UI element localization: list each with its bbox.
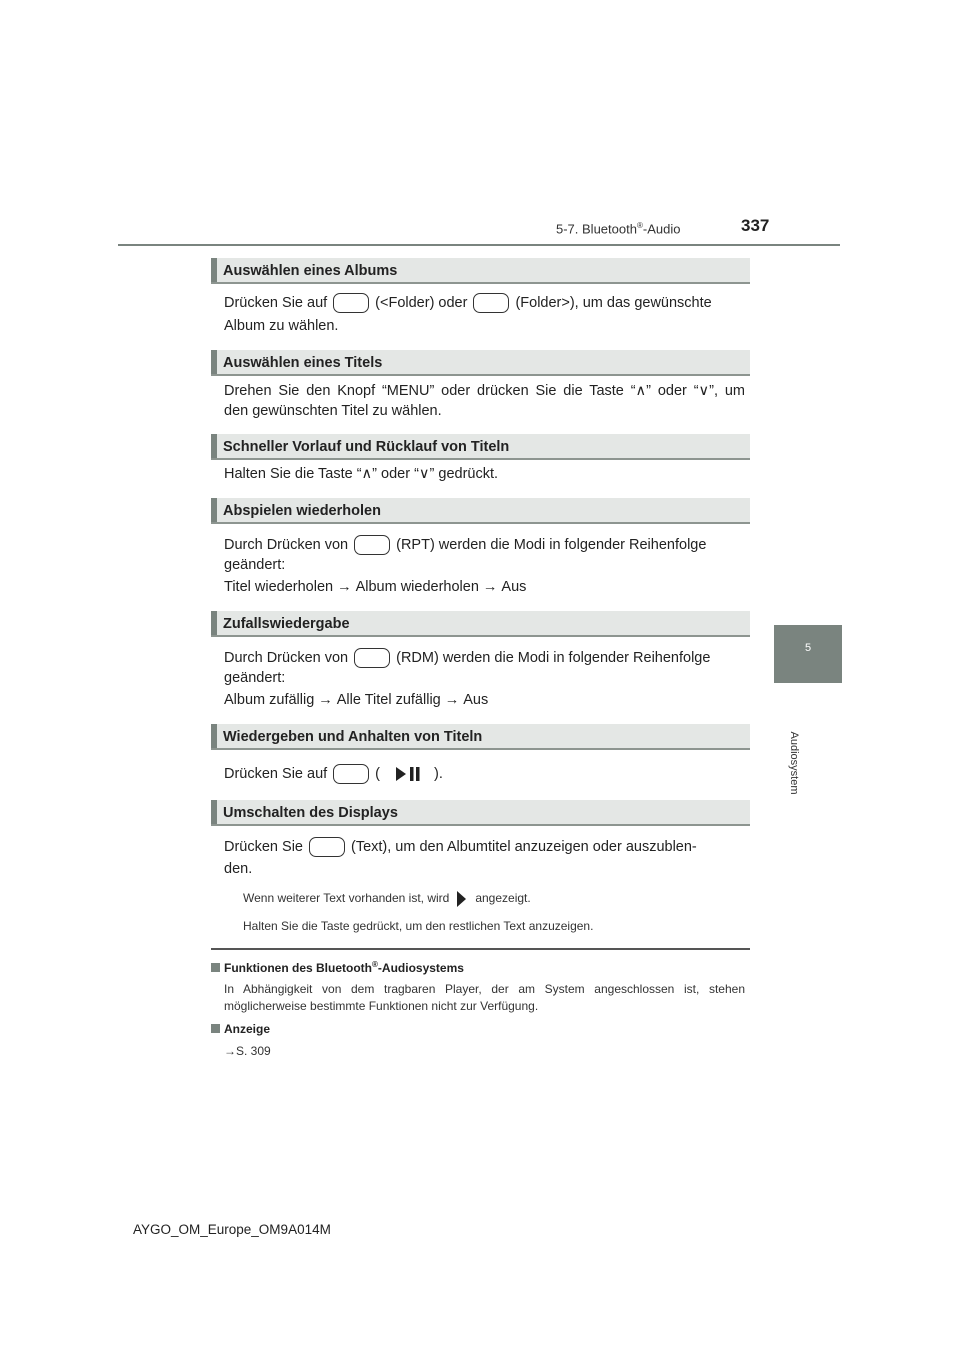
chapter-label: Audiosystem — [788, 731, 800, 795]
paragraph-line: Halten Sie die Taste “∧” oder “∨” gedrückt. — [224, 466, 499, 482]
paragraph-line: geändert: — [224, 557, 286, 573]
notes-divider — [211, 948, 750, 950]
section-heading: Auswählen eines Titels — [211, 350, 750, 376]
section-title: 5-7. Bluetooth®-Audio — [556, 221, 681, 237]
play-pause-icon — [394, 765, 424, 783]
chapter-number: 5 — [804, 642, 812, 654]
note-heading: Funktionen des Bluetooth®-Audiosystems — [211, 960, 464, 975]
button-symbol — [473, 293, 509, 313]
button-symbol — [354, 535, 390, 555]
more-text-arrow-icon — [455, 890, 467, 908]
paragraph-line: Drücken Sie auf ( ). — [224, 764, 443, 784]
section-heading: Zufallswiedergabe — [211, 611, 750, 637]
paragraph-line: Durch Drücken von (RDM) werden die Modi in folgender Reihenfolge — [224, 648, 710, 668]
paragraph-line: Album zu wählen. — [224, 318, 339, 334]
button-symbol — [309, 837, 345, 857]
document-code: AYGO_OM_Europe_OM9A014M — [133, 1222, 331, 1237]
bullet-square-icon — [211, 963, 220, 972]
section-heading: Abspielen wiederholen — [211, 498, 750, 524]
paragraph-line: Durch Drücken von (RPT) werden die Modi in folgender Reihenfolge — [224, 535, 706, 555]
button-symbol — [354, 648, 390, 668]
section-heading: Wiedergeben und Anhalten von Titeln — [211, 724, 750, 750]
note-heading: Anzeige — [211, 1022, 270, 1036]
section-heading: Auswählen eines Albums — [211, 258, 750, 284]
button-symbol — [333, 293, 369, 313]
note-text: In Abhängigkeit von dem tragbaren Player, der am System angeschlossen ist, stehen möglicherweise bestimmte Funktionen nicht zur Verfügung. — [224, 982, 745, 1013]
section-heading: Umschalten des Displays — [211, 800, 750, 826]
paragraph-line: geändert: — [224, 670, 286, 686]
header-divider — [118, 244, 840, 246]
paragraph-line: Drücken Sie (Text), um den Albumtitel anzuzeigen oder auszublen- — [224, 837, 697, 857]
button-symbol — [333, 764, 369, 784]
note-line: Halten Sie die Taste gedrückt, um den restlichen Text anzuzeigen. — [243, 919, 594, 933]
paragraph-line: den gewünschten Titel zu wählen. — [224, 403, 442, 419]
paragraph-line: Drehen Sie den Knopf “MENU” oder drücken Sie die Taste “∧” oder “∨”, um — [224, 383, 745, 399]
note-line: Wenn weiterer Text vorhanden ist, wird angezeigt. — [243, 890, 531, 908]
chapter-tab — [774, 625, 842, 683]
paragraph-line: den. — [224, 861, 253, 877]
mode-sequence: Titel wiederholen → Album wiederholen → Aus — [224, 579, 527, 595]
page-number: 337 — [741, 216, 770, 235]
paragraph-line: Drücken Sie auf (<Folder) oder (Folder>), um das gewünschte — [224, 293, 712, 313]
mode-sequence: Album zufällig → Alle Titel zufällig → Aus — [224, 692, 489, 708]
bullet-square-icon — [211, 1024, 220, 1033]
section-heading: Schneller Vorlauf und Rücklauf von Titeln — [211, 434, 750, 460]
page-reference: →S. 309 — [224, 1044, 271, 1058]
